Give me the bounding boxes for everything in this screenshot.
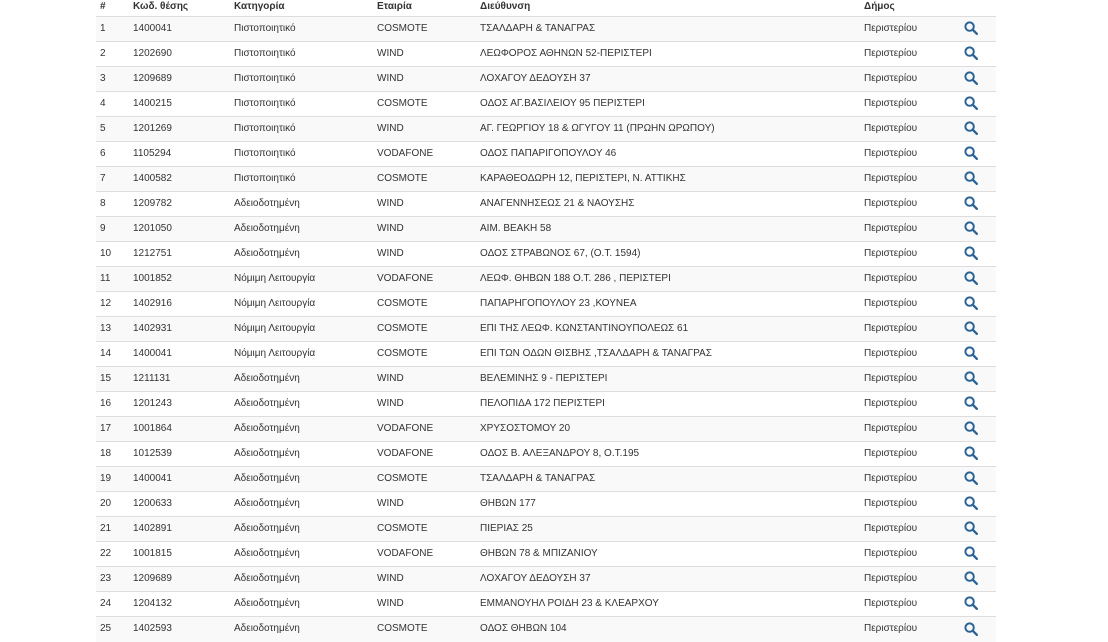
cell-municipality: Περιστερίου: [860, 542, 960, 567]
cell-category: Πιστοποιητικό: [230, 17, 373, 42]
cell-actions: [960, 517, 996, 542]
cell-address: ΒΕΛΕΜΙΝΗΣ 9 - ΠΕΡΙΣΤΕΡΙ: [476, 367, 860, 392]
cell-category: Πιστοποιητικό: [230, 117, 373, 142]
table-row: [96, 592, 996, 617]
cell-site-code: 1400041: [129, 467, 230, 492]
cell-site-code: 1202690: [129, 42, 230, 67]
cell-num: 2: [96, 42, 129, 67]
cell-company: WIND: [373, 192, 476, 217]
cell-category: Αδειοδοτημένη: [230, 217, 373, 242]
search-icon[interactable]: [964, 296, 978, 310]
cell-address: ΚΑΡΑΘΕΟΔΩΡΗ 12, ΠΕΡΙΣΤΕΡΙ, Ν. ΑΤΤΙΚΗΣ: [476, 167, 860, 192]
search-icon[interactable]: [964, 596, 978, 610]
cell-category: Αδειοδοτημένη: [230, 517, 373, 542]
table-row: [96, 17, 996, 42]
cell-actions: [960, 317, 996, 342]
cell-category: Αδειοδοτημένη: [230, 567, 373, 592]
cell-actions: [960, 167, 996, 192]
table-row: [96, 67, 996, 92]
cell-site-code: 1402916: [129, 292, 230, 317]
search-icon[interactable]: [964, 121, 978, 135]
cell-actions: [960, 192, 996, 217]
cell-category: Αδειοδοτημένη: [230, 242, 373, 267]
cell-municipality: Περιστερίου: [860, 167, 960, 192]
cell-municipality: Περιστερίου: [860, 592, 960, 617]
table-row: [96, 617, 996, 642]
cell-site-code: 1211131: [129, 367, 230, 392]
header-actions: [960, 0, 996, 17]
cell-address: ΠΕΛΟΠΙΔΑ 172 ΠΕΡΙΣΤΕΡΙ: [476, 392, 860, 417]
table-body: [96, 17, 996, 642]
cell-category: Αδειοδοτημένη: [230, 442, 373, 467]
cell-site-code: 1200633: [129, 492, 230, 517]
cell-actions: [960, 617, 996, 642]
search-icon[interactable]: [964, 146, 978, 160]
cell-address: ΛΕΩΦΟΡΟΣ ΑΘΗΝΩΝ 52-ΠΕΡΙΣΤΕΡΙ: [476, 42, 860, 67]
cell-company: WIND: [373, 392, 476, 417]
cell-company: WIND: [373, 492, 476, 517]
cell-address: ΤΣΑΛΔΑΡΗ & ΤΑΝΑΓΡΑΣ: [476, 17, 860, 42]
cell-company: COSMOTE: [373, 92, 476, 117]
cell-category: Νόμιμη Λειτουργία: [230, 267, 373, 292]
cell-address: ΛΟΧΑΓΟΥ ΔΕΔΟΥΣΗ 37: [476, 567, 860, 592]
cell-num: 3: [96, 67, 129, 92]
cell-category: Πιστοποιητικό: [230, 92, 373, 117]
cell-num: 10: [96, 242, 129, 267]
cell-num: 8: [96, 192, 129, 217]
cell-municipality: Περιστερίου: [860, 42, 960, 67]
cell-company: WIND: [373, 567, 476, 592]
cell-municipality: Περιστερίου: [860, 517, 960, 542]
cell-company: VODAFONE: [373, 267, 476, 292]
header-address[interactable]: Διεύθυνση: [476, 0, 860, 17]
cell-actions: [960, 242, 996, 267]
cell-municipality: Περιστερίου: [860, 417, 960, 442]
cell-municipality: Περιστερίου: [860, 217, 960, 242]
cell-actions: [960, 292, 996, 317]
cell-num: 15: [96, 367, 129, 392]
table-row: [96, 417, 996, 442]
search-icon[interactable]: [964, 622, 978, 636]
table-row: [96, 442, 996, 467]
table-header-row: [96, 0, 996, 17]
search-icon[interactable]: [964, 471, 978, 485]
table-row: [96, 567, 996, 592]
cell-actions: [960, 67, 996, 92]
cell-category: Νόμιμη Λειτουργία: [230, 342, 373, 367]
cell-company: VODAFONE: [373, 442, 476, 467]
cell-municipality: Περιστερίου: [860, 617, 960, 642]
search-icon[interactable]: [964, 421, 978, 435]
search-icon[interactable]: [964, 246, 978, 260]
cell-address: ΤΣΑΛΔΑΡΗ & ΤΑΝΑΓΡΑΣ: [476, 467, 860, 492]
cell-site-code: 1001815: [129, 542, 230, 567]
cell-site-code: 1402931: [129, 317, 230, 342]
cell-address: ΠΙΕΡΙΑΣ 25: [476, 517, 860, 542]
cell-category: Νόμιμη Λειτουργία: [230, 292, 373, 317]
cell-site-code: 1204132: [129, 592, 230, 617]
cell-municipality: Περιστερίου: [860, 92, 960, 117]
cell-actions: [960, 267, 996, 292]
cell-category: Πιστοποιητικό: [230, 67, 373, 92]
cell-address: ΕΜΜΑΝΟΥΗΛ ΡΟΙΔΗ 23 & ΚΛΕΑΡΧΟΥ: [476, 592, 860, 617]
table-row: [96, 42, 996, 67]
cell-num: 4: [96, 92, 129, 117]
cell-municipality: Περιστερίου: [860, 567, 960, 592]
table-header: [96, 0, 996, 17]
search-icon[interactable]: [964, 446, 978, 460]
header-num[interactable]: #: [96, 0, 129, 17]
table-row: [96, 542, 996, 567]
cell-municipality: Περιστερίου: [860, 492, 960, 517]
cell-site-code: 1402593: [129, 617, 230, 642]
cell-actions: [960, 342, 996, 367]
cell-category: Πιστοποιητικό: [230, 42, 373, 67]
search-icon[interactable]: [964, 321, 978, 335]
cell-municipality: Περιστερίου: [860, 67, 960, 92]
cell-category: Αδειοδοτημένη: [230, 492, 373, 517]
table-row: [96, 142, 996, 167]
cell-num: 13: [96, 317, 129, 342]
cell-company: COSMOTE: [373, 342, 476, 367]
cell-actions: [960, 217, 996, 242]
cell-site-code: 1105294: [129, 142, 230, 167]
cell-site-code: 1400041: [129, 342, 230, 367]
header-municipality[interactable]: Δήμος: [860, 0, 960, 17]
cell-num: 5: [96, 117, 129, 142]
cell-category: Αδειοδοτημένη: [230, 392, 373, 417]
cell-company: WIND: [373, 242, 476, 267]
cell-category: Αδειοδοτημένη: [230, 592, 373, 617]
cell-address: ΠΑΠΑΡΗΓΟΠΟΥΛΟΥ 23 ,ΚΟΥΝΕΑ: [476, 292, 860, 317]
cell-actions: [960, 142, 996, 167]
search-icon[interactable]: [964, 21, 978, 35]
cell-company: WIND: [373, 367, 476, 392]
cell-municipality: Περιστερίου: [860, 242, 960, 267]
table-row: [96, 92, 996, 117]
header-company[interactable]: Εταιρία: [373, 0, 476, 17]
cell-address: ΕΠΙ ΤΩΝ ΟΔΩΝ ΘΙΣΒΗΣ ,ΤΣΑΛΔΑΡΗ & ΤΑΝΑΓΡΑΣ: [476, 342, 860, 367]
cell-num: 20: [96, 492, 129, 517]
table-row: [96, 517, 996, 542]
cell-num: 24: [96, 592, 129, 617]
cell-actions: [960, 367, 996, 392]
cell-address: ΑΙΜ. ΒΕΑΚΗ 58: [476, 217, 860, 242]
cell-site-code: 1209782: [129, 192, 230, 217]
table-row: [96, 492, 996, 517]
cell-category: Νόμιμη Λειτουργία: [230, 317, 373, 342]
cell-company: WIND: [373, 67, 476, 92]
cell-category: Πιστοποιητικό: [230, 167, 373, 192]
cell-num: 11: [96, 267, 129, 292]
cell-actions: [960, 17, 996, 42]
cell-company: WIND: [373, 592, 476, 617]
cell-company: WIND: [373, 117, 476, 142]
search-icon[interactable]: [964, 546, 978, 560]
cell-address: ΑΝΑΓΕΝΝΗΣΕΩΣ 21 & ΝΑΟΥΣΗΣ: [476, 192, 860, 217]
header-site-code[interactable]: Κωδ. θέσης: [129, 0, 230, 17]
table-row: [96, 192, 996, 217]
cell-site-code: 1001864: [129, 417, 230, 442]
cell-site-code: 1209689: [129, 67, 230, 92]
cell-num: 25: [96, 617, 129, 642]
cell-address: ΘΗΒΩΝ 177: [476, 492, 860, 517]
cell-company: COSMOTE: [373, 292, 476, 317]
cell-address: ΘΗΒΩΝ 78 & ΜΠΙΖΑΝΙΟΥ: [476, 542, 860, 567]
cell-category: Αδειοδοτημένη: [230, 617, 373, 642]
cell-category: Αδειοδοτημένη: [230, 367, 373, 392]
cell-municipality: Περιστερίου: [860, 192, 960, 217]
cell-municipality: Περιστερίου: [860, 142, 960, 167]
cell-category: Πιστοποιητικό: [230, 142, 373, 167]
cell-company: COSMOTE: [373, 317, 476, 342]
cell-site-code: 1209689: [129, 567, 230, 592]
cell-address: ΛΕΩΦ. ΘΗΒΩΝ 188 Ο.Τ. 286 , ΠΕΡΙΣΤΕΡΙ: [476, 267, 860, 292]
cell-num: 21: [96, 517, 129, 542]
cell-num: 1: [96, 17, 129, 42]
cell-municipality: Περιστερίου: [860, 392, 960, 417]
search-icon[interactable]: [964, 96, 978, 110]
cell-site-code: 1402891: [129, 517, 230, 542]
cell-num: 22: [96, 542, 129, 567]
cell-category: Αδειοδοτημένη: [230, 417, 373, 442]
antenna-sites-table: [96, 0, 996, 642]
table-row: [96, 392, 996, 417]
cell-actions: [960, 467, 996, 492]
table-row: [96, 217, 996, 242]
cell-address: ΛΟΧΑΓΟΥ ΔΕΔΟΥΣΗ 37: [476, 67, 860, 92]
cell-actions: [960, 92, 996, 117]
results-table-container: [96, 0, 996, 642]
cell-municipality: Περιστερίου: [860, 467, 960, 492]
cell-address: ΟΔΟΣ ΑΓ.ΒΑΣΙΛΕΙΟΥ 95 ΠΕΡΙΣΤΕΡΙ: [476, 92, 860, 117]
cell-num: 17: [96, 417, 129, 442]
cell-site-code: 1201243: [129, 392, 230, 417]
table-row: [96, 292, 996, 317]
cell-company: WIND: [373, 217, 476, 242]
cell-site-code: 1400582: [129, 167, 230, 192]
cell-company: COSMOTE: [373, 17, 476, 42]
cell-municipality: Περιστερίου: [860, 267, 960, 292]
cell-site-code: 1001852: [129, 267, 230, 292]
cell-company: VODAFONE: [373, 542, 476, 567]
cell-company: COSMOTE: [373, 467, 476, 492]
cell-site-code: 1400041: [129, 17, 230, 42]
cell-address: ΕΠΙ ΤΗΣ ΛΕΩΦ. ΚΩΝΣΤΑΝΤΙΝΟΥΠΟΛΕΩΣ 61: [476, 317, 860, 342]
cell-company: VODAFONE: [373, 142, 476, 167]
cell-actions: [960, 542, 996, 567]
cell-actions: [960, 42, 996, 67]
search-icon[interactable]: [964, 571, 978, 585]
cell-company: WIND: [373, 42, 476, 67]
cell-site-code: 1212751: [129, 242, 230, 267]
cell-address: ΟΔΟΣ ΣΤΡΑΒΩΝΟΣ 67, (Ο.Τ. 1594): [476, 242, 860, 267]
cell-municipality: Περιστερίου: [860, 317, 960, 342]
search-icon[interactable]: [964, 396, 978, 410]
table-row: [96, 167, 996, 192]
cell-address: ΑΓ. ΓΕΩΡΓΙΟΥ 18 & ΩΓΥΓΟΥ 11 (ΠΡΩΗΝ ΩΡΩΠΟΥ): [476, 117, 860, 142]
table-row: [96, 467, 996, 492]
search-icon[interactable]: [964, 196, 978, 210]
cell-num: 23: [96, 567, 129, 592]
cell-address: ΧΡΥΣΟΣΤΟΜΟΥ 20: [476, 417, 860, 442]
cell-num: 6: [96, 142, 129, 167]
cell-num: 14: [96, 342, 129, 367]
cell-category: Αδειοδοτημένη: [230, 192, 373, 217]
cell-num: 19: [96, 467, 129, 492]
cell-site-code: 1400215: [129, 92, 230, 117]
cell-actions: [960, 567, 996, 592]
table-row: [96, 267, 996, 292]
cell-site-code: 1201269: [129, 117, 230, 142]
cell-category: Αδειοδοτημένη: [230, 467, 373, 492]
table-row: [96, 242, 996, 267]
search-icon[interactable]: [964, 46, 978, 60]
cell-category: Αδειοδοτημένη: [230, 542, 373, 567]
table-row: [96, 317, 996, 342]
cell-company: VODAFONE: [373, 417, 476, 442]
cell-num: 18: [96, 442, 129, 467]
search-icon[interactable]: [964, 271, 978, 285]
cell-num: 9: [96, 217, 129, 242]
search-icon[interactable]: [964, 521, 978, 535]
table-row: [96, 367, 996, 392]
search-icon[interactable]: [964, 171, 978, 185]
cell-num: 12: [96, 292, 129, 317]
cell-company: COSMOTE: [373, 167, 476, 192]
cell-actions: [960, 417, 996, 442]
cell-company: COSMOTE: [373, 617, 476, 642]
cell-municipality: Περιστερίου: [860, 117, 960, 142]
search-icon[interactable]: [964, 71, 978, 85]
search-icon[interactable]: [964, 371, 978, 385]
cell-actions: [960, 117, 996, 142]
cell-actions: [960, 392, 996, 417]
cell-municipality: Περιστερίου: [860, 442, 960, 467]
cell-company: COSMOTE: [373, 517, 476, 542]
cell-address: ΟΔΟΣ ΠΑΠΑΡΙΓΟΠΟΥΛΟΥ 46: [476, 142, 860, 167]
cell-address: ΟΔΟΣ ΘΗΒΩΝ 104: [476, 617, 860, 642]
search-icon[interactable]: [964, 221, 978, 235]
cell-num: 16: [96, 392, 129, 417]
cell-num: 7: [96, 167, 129, 192]
cell-municipality: Περιστερίου: [860, 342, 960, 367]
search-icon[interactable]: [964, 346, 978, 360]
search-icon[interactable]: [964, 496, 978, 510]
cell-site-code: 1201050: [129, 217, 230, 242]
cell-actions: [960, 492, 996, 517]
table-row: [96, 342, 996, 367]
cell-municipality: Περιστερίου: [860, 17, 960, 42]
cell-site-code: 1012539: [129, 442, 230, 467]
table-row: [96, 117, 996, 142]
cell-actions: [960, 592, 996, 617]
header-category[interactable]: Κατηγορία: [230, 0, 373, 17]
cell-actions: [960, 442, 996, 467]
cell-municipality: Περιστερίου: [860, 292, 960, 317]
cell-municipality: Περιστερίου: [860, 367, 960, 392]
cell-address: ΟΔΟΣ Β. ΑΛΕΞΑΝΔΡΟΥ 8, Ο.Τ.195: [476, 442, 860, 467]
